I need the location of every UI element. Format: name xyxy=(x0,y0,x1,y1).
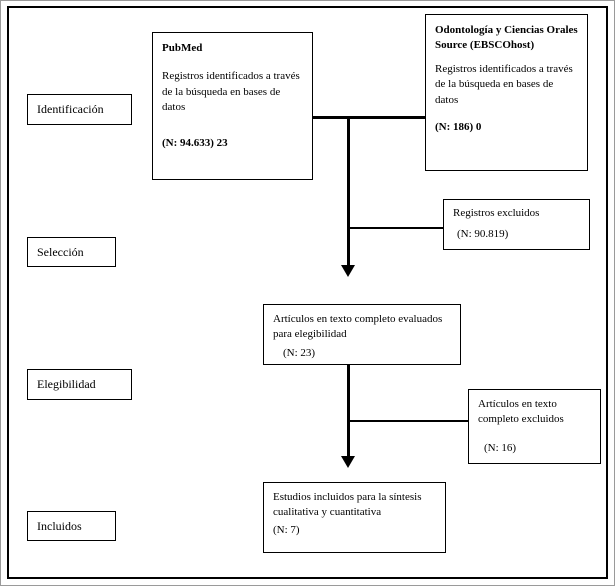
included-studies-count: (N: 7) xyxy=(273,523,300,536)
connector-sources-horizontal xyxy=(313,116,425,119)
included-studies-box xyxy=(263,482,446,553)
included-studies-body: Estudios incluidos para la síntesis cualitativa y cuantitativa xyxy=(273,491,422,519)
excluded-records-body: Registros excluidos xyxy=(453,207,540,219)
connector-identification-to-eligibility xyxy=(347,116,350,266)
fulltext-assessed-box xyxy=(263,304,461,365)
stage-elegibilidad-label: Elegibilidad xyxy=(37,377,96,391)
connector-to-fulltext-excluded xyxy=(347,420,468,422)
ebsco-box xyxy=(425,14,588,171)
pubmed-count: (N: 94.633) 23 xyxy=(162,136,228,149)
stage-identificacion-label: Identificación xyxy=(37,102,104,116)
excluded-records-box xyxy=(443,199,590,250)
pubmed-title: PubMed xyxy=(162,42,203,54)
ebsco-body: Registros identificados a través de la búsqueda en bases de datos xyxy=(435,62,573,106)
arrowhead-into-included-studies xyxy=(341,456,355,468)
arrowhead-into-fulltext-assessed xyxy=(341,265,355,277)
fulltext-excluded-body: Artículos en texto completo excluidos xyxy=(478,398,564,426)
excluded-records-count: (N: 90.819) xyxy=(457,228,509,241)
stage-identificacion xyxy=(27,94,132,125)
ebsco-title: Odontología y Ciencias Orales Source (EBSCOhost) xyxy=(435,24,578,52)
pubmed-box xyxy=(152,32,313,180)
stage-incluidos-label: Incluidos xyxy=(37,518,82,533)
connector-to-excluded-records xyxy=(347,227,443,229)
fulltext-excluded-count: (N: 16) xyxy=(484,441,517,454)
stage-seleccion xyxy=(27,237,116,267)
fulltext-assessed-body: Artículos en texto completo evaluados para elegibilidad xyxy=(273,313,443,341)
pubmed-body: Registros identificados a través de la búsqueda en bases de datos xyxy=(162,70,300,114)
fulltext-assessed-count: (N: 23) xyxy=(283,346,316,359)
stage-elegibilidad xyxy=(27,369,132,400)
stage-incluidos xyxy=(27,511,116,541)
connector-eligibility-to-included xyxy=(347,365,350,457)
fulltext-excluded-box xyxy=(468,389,601,464)
stage-seleccion-label: Selección xyxy=(37,244,84,259)
ebsco-count: (N: 186) 0 xyxy=(435,120,482,133)
